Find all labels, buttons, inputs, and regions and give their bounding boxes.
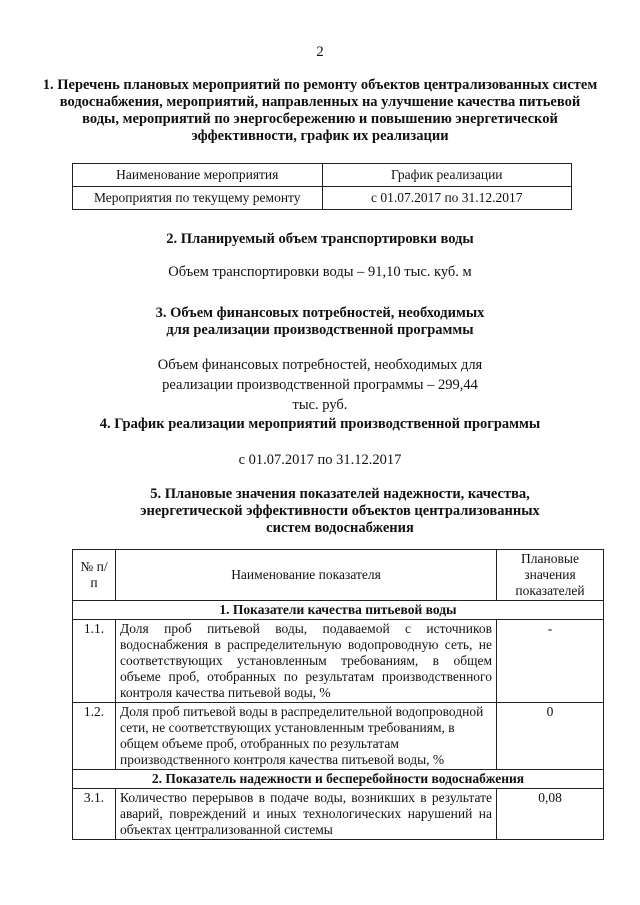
- table-group-cell: 2. Показатель надежности и бесперебойности водоснабжения: [73, 770, 604, 789]
- table-header-row: [73, 550, 604, 601]
- table-row: [73, 703, 604, 770]
- page-number: 2: [316, 44, 324, 60]
- section-3-title: 3. Объем финансовых потребностей, необходимых для реализации производственной программы: [155, 305, 485, 338]
- table-row: [73, 187, 572, 210]
- section-1-title: 1. Перечень плановых мероприятий по ремонту объектов централизованных систем водоснабжения, мероприятий, направленных на улучшение качества питьевой воды, мероприятий по энергосбережению и повышению энергетической эффективности, график их реализации: [42, 77, 598, 144]
- table-cell: 1.1.: [73, 620, 116, 703]
- section-2-text: Объем транспортировки воды – 91,10 тыс. куб. м: [168, 264, 472, 280]
- table-row: [73, 620, 604, 703]
- table-cell: -: [497, 620, 604, 703]
- table-cell: Количество перерывов в подаче воды, возникших в результате аварий, повреждений и иных технологических нарушений на объектах централизованной системы: [116, 789, 497, 840]
- table-row: [73, 789, 604, 840]
- section-2-title: 2. Планируемый объем транспортировки воды: [166, 231, 474, 247]
- table-header-cell: График реализации: [322, 164, 572, 187]
- table-header-cell: Наименование показателя: [116, 550, 497, 601]
- table-cell: 1.2.: [73, 703, 116, 770]
- table-group-row: [73, 601, 604, 620]
- table-header-cell: № п/п: [73, 550, 116, 601]
- table-cell: Мероприятия по текущему ремонту: [73, 187, 323, 210]
- table-cell: 0,08: [497, 789, 604, 840]
- section-3-text: Объем финансовых потребностей, необходимых для реализации производственной программы – 299,44 тыс. руб.: [157, 357, 483, 413]
- table-cell: Доля проб питьевой воды в распределительной водопроводной сети, не соответствующих установленным требованиям, в общем объеме проб, отобранных по результатам производственного контроля качества питьевой воды, %: [116, 703, 497, 770]
- table-group-cell: 1. Показатели качества питьевой воды: [73, 601, 604, 620]
- table-header-cell: Наименование мероприятия: [73, 164, 323, 187]
- table-cell: 3.1.: [73, 789, 116, 840]
- table-cell: с 01.07.2017 по 31.12.2017: [322, 187, 572, 210]
- table-header-row: [73, 164, 572, 187]
- section-5-title: 5. Плановые значения показателей надежности, качества, энергетической эффективности объектов централизованных систем водоснабжения: [140, 486, 540, 536]
- indicators-table: [72, 549, 604, 840]
- section-4-text: с 01.07.2017 по 31.12.2017: [238, 452, 402, 468]
- section-4-title: 4. График реализации мероприятий производственной программы: [99, 416, 541, 432]
- table-group-row: [73, 770, 604, 789]
- table-header-cell: Плановые значения показателей: [497, 550, 604, 601]
- activities-table: [72, 163, 572, 210]
- table-cell: Доля проб питьевой воды, подаваемой с источников водоснабжения в распределительную водопроводную сеть, не соответствующих установленным требованиям, в общем объеме проб, отобранных по результатам производственного контроля качества питьевой воды, %: [116, 620, 497, 703]
- table-cell: 0: [497, 703, 604, 770]
